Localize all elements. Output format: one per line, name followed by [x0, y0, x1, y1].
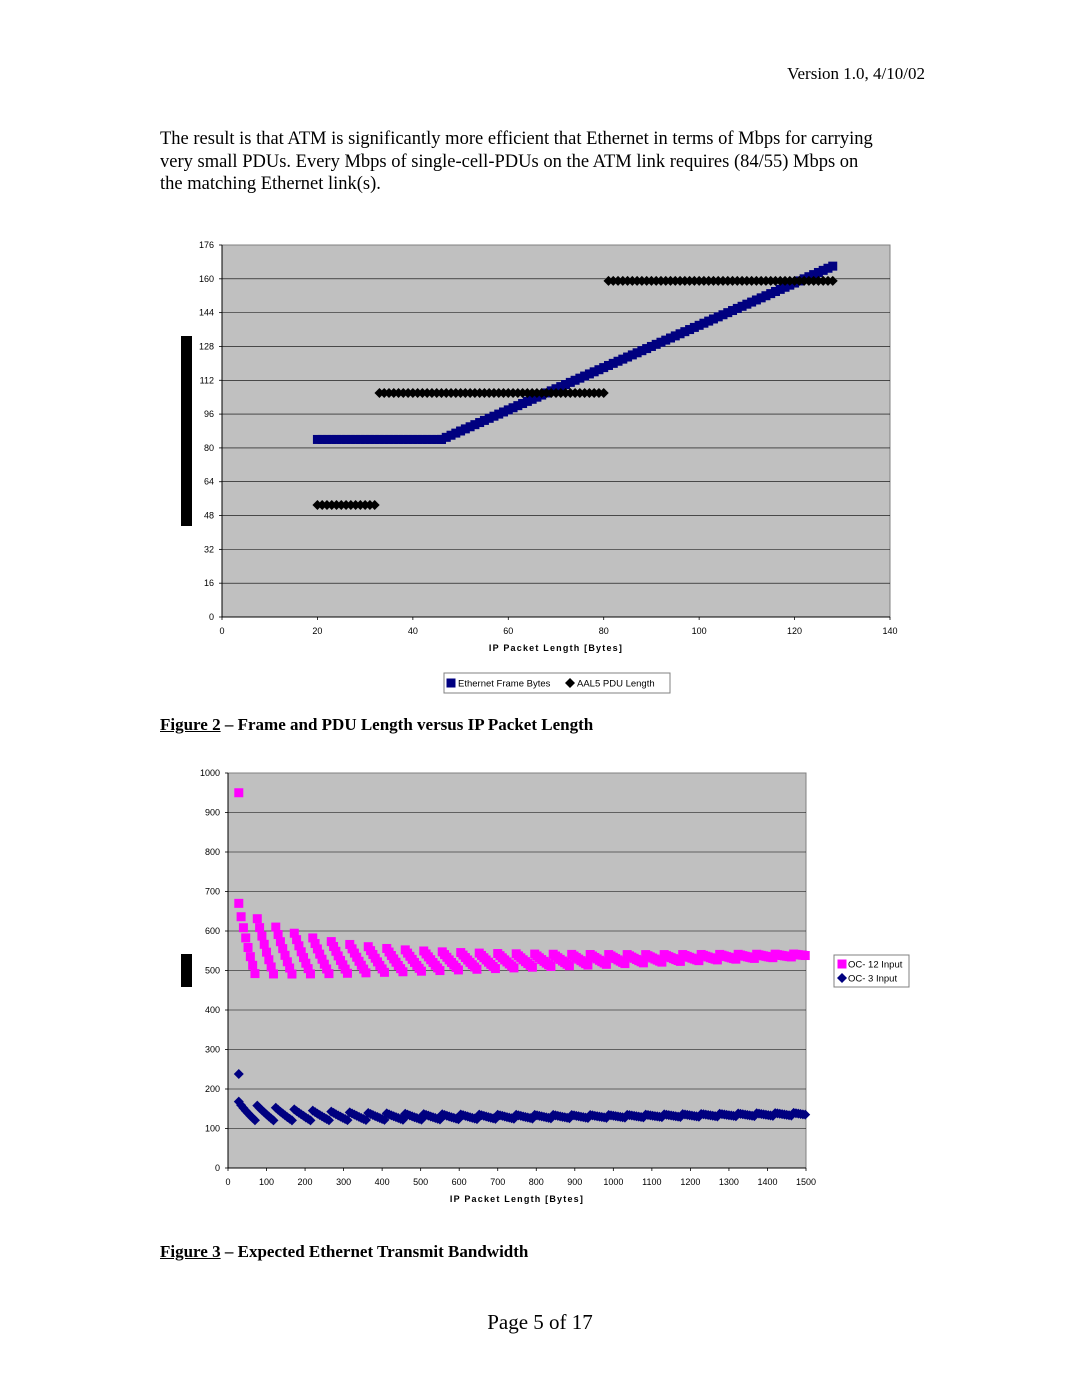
y-tick-label: 0 [208, 612, 214, 622]
paragraph-line: The result is that ATM is significantly more efficient that Ethernet in terms of Mbps for carrying [160, 129, 873, 149]
x-tick-label: 1000 [603, 1177, 624, 1187]
data-point [237, 912, 246, 921]
data-point [250, 969, 259, 978]
y-tick-label: 600 [204, 926, 220, 936]
data-point [398, 967, 407, 976]
x-tick-label: 0 [219, 626, 225, 636]
data-point [248, 961, 257, 970]
y-tick-label: 0 [214, 1163, 220, 1173]
y-tick-label: 300 [204, 1044, 220, 1055]
x-axis-title: IP Packet Length [Bytes] [449, 1194, 585, 1204]
data-point [472, 965, 481, 974]
data-point [234, 899, 243, 908]
legend-label-aal5: AAL5 PDU Length [577, 678, 655, 690]
data-point [565, 961, 574, 970]
figure-3-text: – Expected Ethernet Transmit Bandwidth [220, 1242, 529, 1261]
data-point [528, 963, 537, 972]
y-tick-label: 200 [204, 1084, 220, 1094]
x-tick-label: 100 [259, 1177, 275, 1187]
data-point [306, 969, 315, 978]
data-point [269, 969, 278, 978]
data-point [244, 943, 253, 952]
figure-3-number: Figure 3 [160, 1242, 221, 1261]
data-point [239, 923, 248, 932]
y-tick-label: 64 [203, 476, 214, 487]
data-point [417, 967, 426, 976]
y-tick-label: 700 [204, 886, 220, 897]
x-tick-label: 500 [413, 1177, 429, 1187]
data-point [435, 966, 444, 975]
data-point [253, 914, 262, 923]
y-tick-label: 80 [203, 442, 214, 453]
legend-label-oc3: OC- 3 Input [848, 973, 898, 985]
y-tick-label: 160 [198, 273, 214, 284]
y-tick-label: 144 [198, 307, 214, 318]
data-point [801, 951, 810, 960]
x-tick-label: 80 [598, 626, 609, 636]
y-tick-label: 900 [204, 807, 220, 818]
y-tick-label: 32 [203, 544, 214, 555]
x-tick-label: 1100 [642, 1177, 662, 1187]
y-tick-label: 96 [203, 409, 214, 420]
x-tick-label: 200 [297, 1177, 313, 1187]
figure-2-number: Figure 2 [160, 715, 221, 734]
data-point [380, 968, 389, 977]
y-tick-label: 1000 [199, 768, 220, 778]
y-tick-label: 100 [204, 1123, 220, 1134]
data-point [324, 969, 333, 978]
data-point [361, 968, 370, 977]
figure-3-caption [160, 1242, 528, 1262]
x-tick-label: 60 [503, 626, 514, 636]
legend-label-oc12: OC- 12 Input [848, 959, 903, 971]
version-header: Version 1.0, 4/10/02 [787, 64, 925, 83]
x-tick-label: 700 [490, 1177, 506, 1187]
x-axis-title: IP Packet Length [Bytes] [488, 643, 624, 653]
y-tick-label: 176 [198, 240, 214, 250]
data-point [491, 964, 500, 973]
data-point [257, 932, 266, 941]
x-tick-label: 600 [451, 1177, 467, 1187]
data-point [454, 965, 463, 974]
data-point [343, 969, 352, 978]
x-tick-label: 20 [312, 626, 323, 636]
x-tick-label: 300 [336, 1177, 352, 1187]
paragraph-line: very small PDUs. Every Mbps of single-cell-PDUs on the ATM link requires (84/55) Mbps on [160, 151, 859, 172]
x-tick-label: 800 [528, 1177, 544, 1187]
y-tick-label: 128 [198, 341, 214, 352]
figure-2-text: – Frame and PDU Length versus IP Packet Length [220, 715, 594, 734]
legend-label-ethernet: Ethernet Frame Bytes [458, 678, 551, 690]
x-tick-label: 0 [225, 1177, 231, 1187]
data-point [260, 940, 269, 949]
y-tick-label: 400 [204, 1005, 220, 1015]
y-tick-label: 16 [203, 578, 214, 589]
data-point [287, 970, 296, 979]
y-tick-label: 112 [199, 375, 214, 386]
y-tick-label: 500 [204, 965, 220, 976]
paragraph-line: the matching Ethernet link(s). [160, 174, 381, 194]
data-point [241, 933, 250, 942]
y-tick-label: 48 [203, 510, 214, 521]
x-tick-label: 1500 [795, 1177, 817, 1187]
x-tick-label: 400 [374, 1177, 390, 1187]
x-tick-label: 1400 [757, 1177, 778, 1187]
x-tick-label: 1300 [718, 1177, 739, 1187]
legend-marker-oc12 [838, 960, 847, 969]
data-point [255, 923, 264, 932]
data-point [509, 963, 518, 972]
page-number: Page 5 of 17 [487, 1310, 593, 1334]
x-tick-label: 140 [882, 626, 898, 636]
x-tick-label: 40 [407, 626, 418, 636]
data-point [234, 788, 243, 797]
y-tick-label: 800 [204, 847, 220, 857]
data-point [546, 962, 555, 971]
data-point [246, 952, 255, 961]
x-tick-label: 120 [787, 626, 803, 636]
x-tick-label: 900 [567, 1177, 583, 1187]
x-tick-label: 1200 [680, 1177, 701, 1187]
x-tick-label: 100 [691, 626, 707, 636]
y-axis-title-bar [181, 954, 192, 987]
